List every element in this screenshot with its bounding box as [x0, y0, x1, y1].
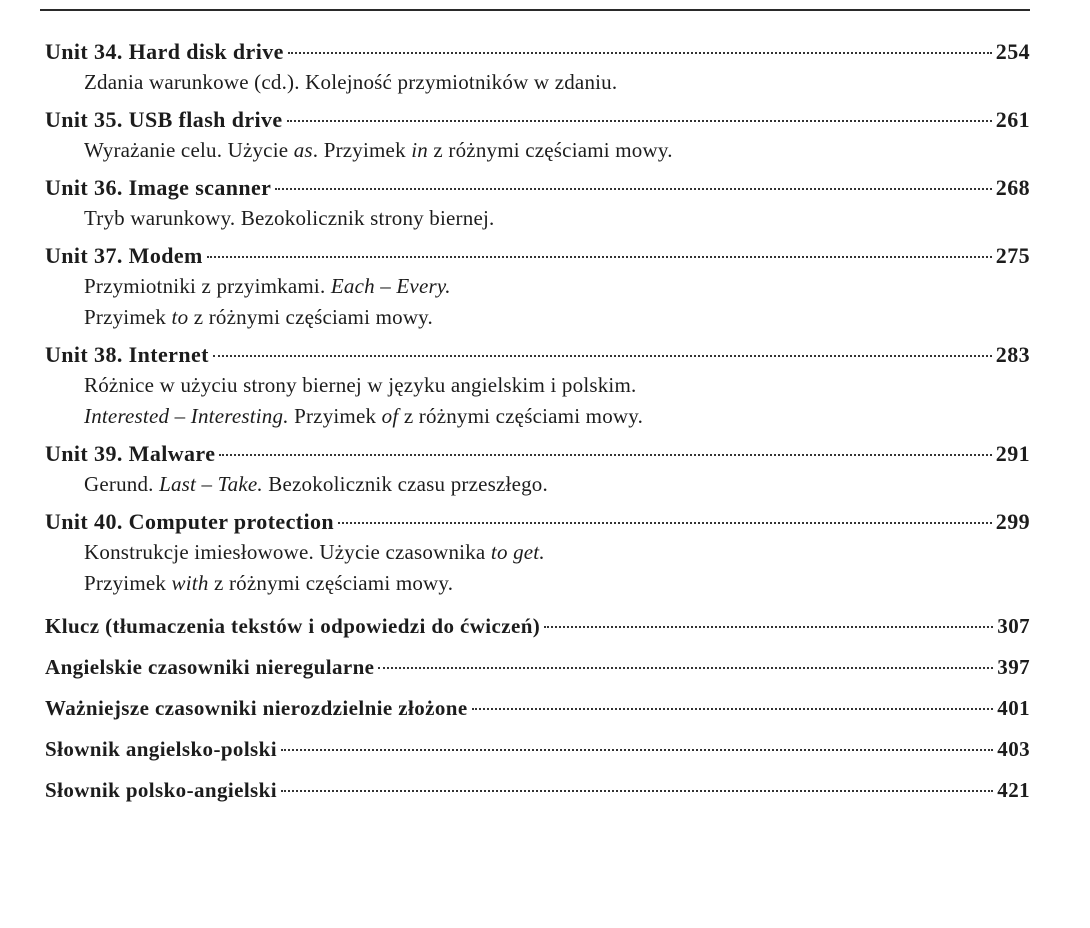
toc-entry-line[interactable]	[45, 104, 1030, 135]
unit-topics	[45, 401, 1030, 432]
dot-leader	[472, 708, 994, 710]
toc-entry-title: Unit 35. USB flash drive	[45, 107, 283, 132]
toc-entry-title: Klucz (tłumaczenia tekstów i odpowiedzi do ćwiczeń)	[45, 614, 541, 638]
unit-topics	[45, 135, 1030, 166]
toc-entry-line[interactable]	[45, 36, 1030, 67]
toc-entry-title: Słownik angielsko-polski	[45, 737, 277, 761]
italic-term: to get.	[490, 540, 545, 564]
table-of-contents	[45, 36, 1030, 811]
italic-term: with	[171, 571, 209, 595]
toc-entry-line[interactable]	[45, 240, 1030, 271]
italic-term: in	[411, 138, 428, 162]
page-number: 307	[997, 614, 1030, 638]
page-number: 403	[997, 737, 1030, 761]
toc-entry-title: Słownik polsko-angielski	[45, 778, 277, 802]
toc-entry-title: Unit 37. Modem	[45, 243, 203, 268]
page-number: 401	[997, 696, 1030, 720]
page-number: 397	[997, 655, 1030, 679]
toc-entry-line[interactable]	[45, 438, 1030, 469]
topic-text: z różnymi częściami mowy.	[208, 571, 454, 595]
dot-leader	[281, 749, 993, 751]
toc-entry-line[interactable]	[45, 770, 1030, 811]
topic-text: Przyimek	[84, 571, 172, 595]
italic-term: Last – Take.	[159, 472, 263, 496]
topic-text: Bezokolicznik czasu przeszłego.	[262, 472, 548, 496]
toc-unit	[45, 438, 1030, 500]
dot-leader	[275, 188, 991, 190]
toc-entry-line[interactable]	[45, 688, 1030, 729]
topic-text: Przyimek	[288, 404, 382, 428]
italic-term: Each – Every.	[330, 274, 451, 298]
toc-unit	[45, 104, 1030, 166]
toc-unit	[45, 172, 1030, 234]
unit-topics	[45, 67, 1030, 98]
topic-text: Gerund.	[84, 472, 160, 496]
toc-entry-title: Unit 38. Internet	[45, 342, 209, 367]
topic-text: Przyimek	[84, 305, 172, 329]
unit-topics	[45, 568, 1030, 599]
unit-topics	[45, 302, 1030, 333]
toc-entry-line[interactable]	[45, 606, 1030, 647]
top-rule	[40, 9, 1030, 11]
page-number: 275	[995, 243, 1030, 268]
toc-entry-line[interactable]	[45, 729, 1030, 770]
italic-term: as	[293, 138, 313, 162]
page-number: 299	[995, 509, 1030, 534]
toc-entry-title: Unit 40. Computer protection	[45, 509, 335, 534]
dot-leader	[287, 120, 992, 122]
unit-topics	[45, 537, 1030, 568]
unit-topics	[45, 370, 1030, 401]
toc-unit	[45, 339, 1030, 432]
dot-leader	[207, 256, 992, 258]
dot-leader	[338, 522, 992, 524]
toc-entry-title: Ważniejsze czasowniki nierozdzielnie złożone	[45, 696, 468, 720]
page-number: 268	[995, 175, 1030, 200]
topic-text: Konstrukcje imiesłowowe. Użycie czasownika	[84, 540, 491, 564]
italic-term: Interested – Interesting.	[84, 404, 289, 428]
toc-entry-title: Angielskie czasowniki nieregularne	[45, 655, 375, 679]
topic-text: Przymiotniki z przyimkami.	[84, 274, 331, 298]
page-number: 291	[995, 441, 1030, 466]
dot-leader	[219, 454, 991, 456]
back-matter	[45, 606, 1030, 811]
toc-unit	[45, 506, 1030, 599]
topic-text: Różnice w użyciu strony biernej w języku angielskim i polskim.	[84, 373, 637, 397]
toc-entry-line[interactable]	[45, 647, 1030, 688]
topic-text: Wyrażanie celu. Użycie	[84, 138, 294, 162]
page-number: 421	[997, 778, 1030, 802]
italic-term: of	[381, 404, 399, 428]
topic-text: . Przyimek	[312, 138, 412, 162]
topic-text: Zdania warunkowe (cd.). Kolejność przymiotników w zdaniu.	[84, 70, 618, 94]
toc-unit	[45, 240, 1030, 333]
dot-leader	[213, 355, 992, 357]
dot-leader	[288, 52, 992, 54]
unit-topics	[45, 203, 1030, 234]
dot-leader	[544, 626, 993, 628]
page-number: 283	[995, 342, 1030, 367]
page-number: 261	[995, 107, 1030, 132]
toc-entry-line[interactable]	[45, 339, 1030, 370]
topic-text: z różnymi częściami mowy.	[427, 138, 673, 162]
toc-unit	[45, 36, 1030, 98]
toc-entry-line[interactable]	[45, 172, 1030, 203]
toc-entry-title: Unit 39. Malware	[45, 441, 216, 466]
italic-term: to	[171, 305, 189, 329]
dot-leader	[378, 667, 993, 669]
toc-entry-line[interactable]	[45, 506, 1030, 537]
unit-topics	[45, 271, 1030, 302]
topic-text: Tryb warunkowy. Bezokolicznik strony biernej.	[84, 206, 495, 230]
topic-text: z różnymi częściami mowy.	[188, 305, 433, 329]
toc-entry-title: Unit 34. Hard disk drive	[45, 39, 284, 64]
toc-entry-title: Unit 36. Image scanner	[45, 175, 272, 200]
dot-leader	[281, 790, 993, 792]
topic-text: z różnymi częściami mowy.	[398, 404, 644, 428]
unit-topics	[45, 469, 1030, 500]
page-number: 254	[995, 39, 1030, 64]
